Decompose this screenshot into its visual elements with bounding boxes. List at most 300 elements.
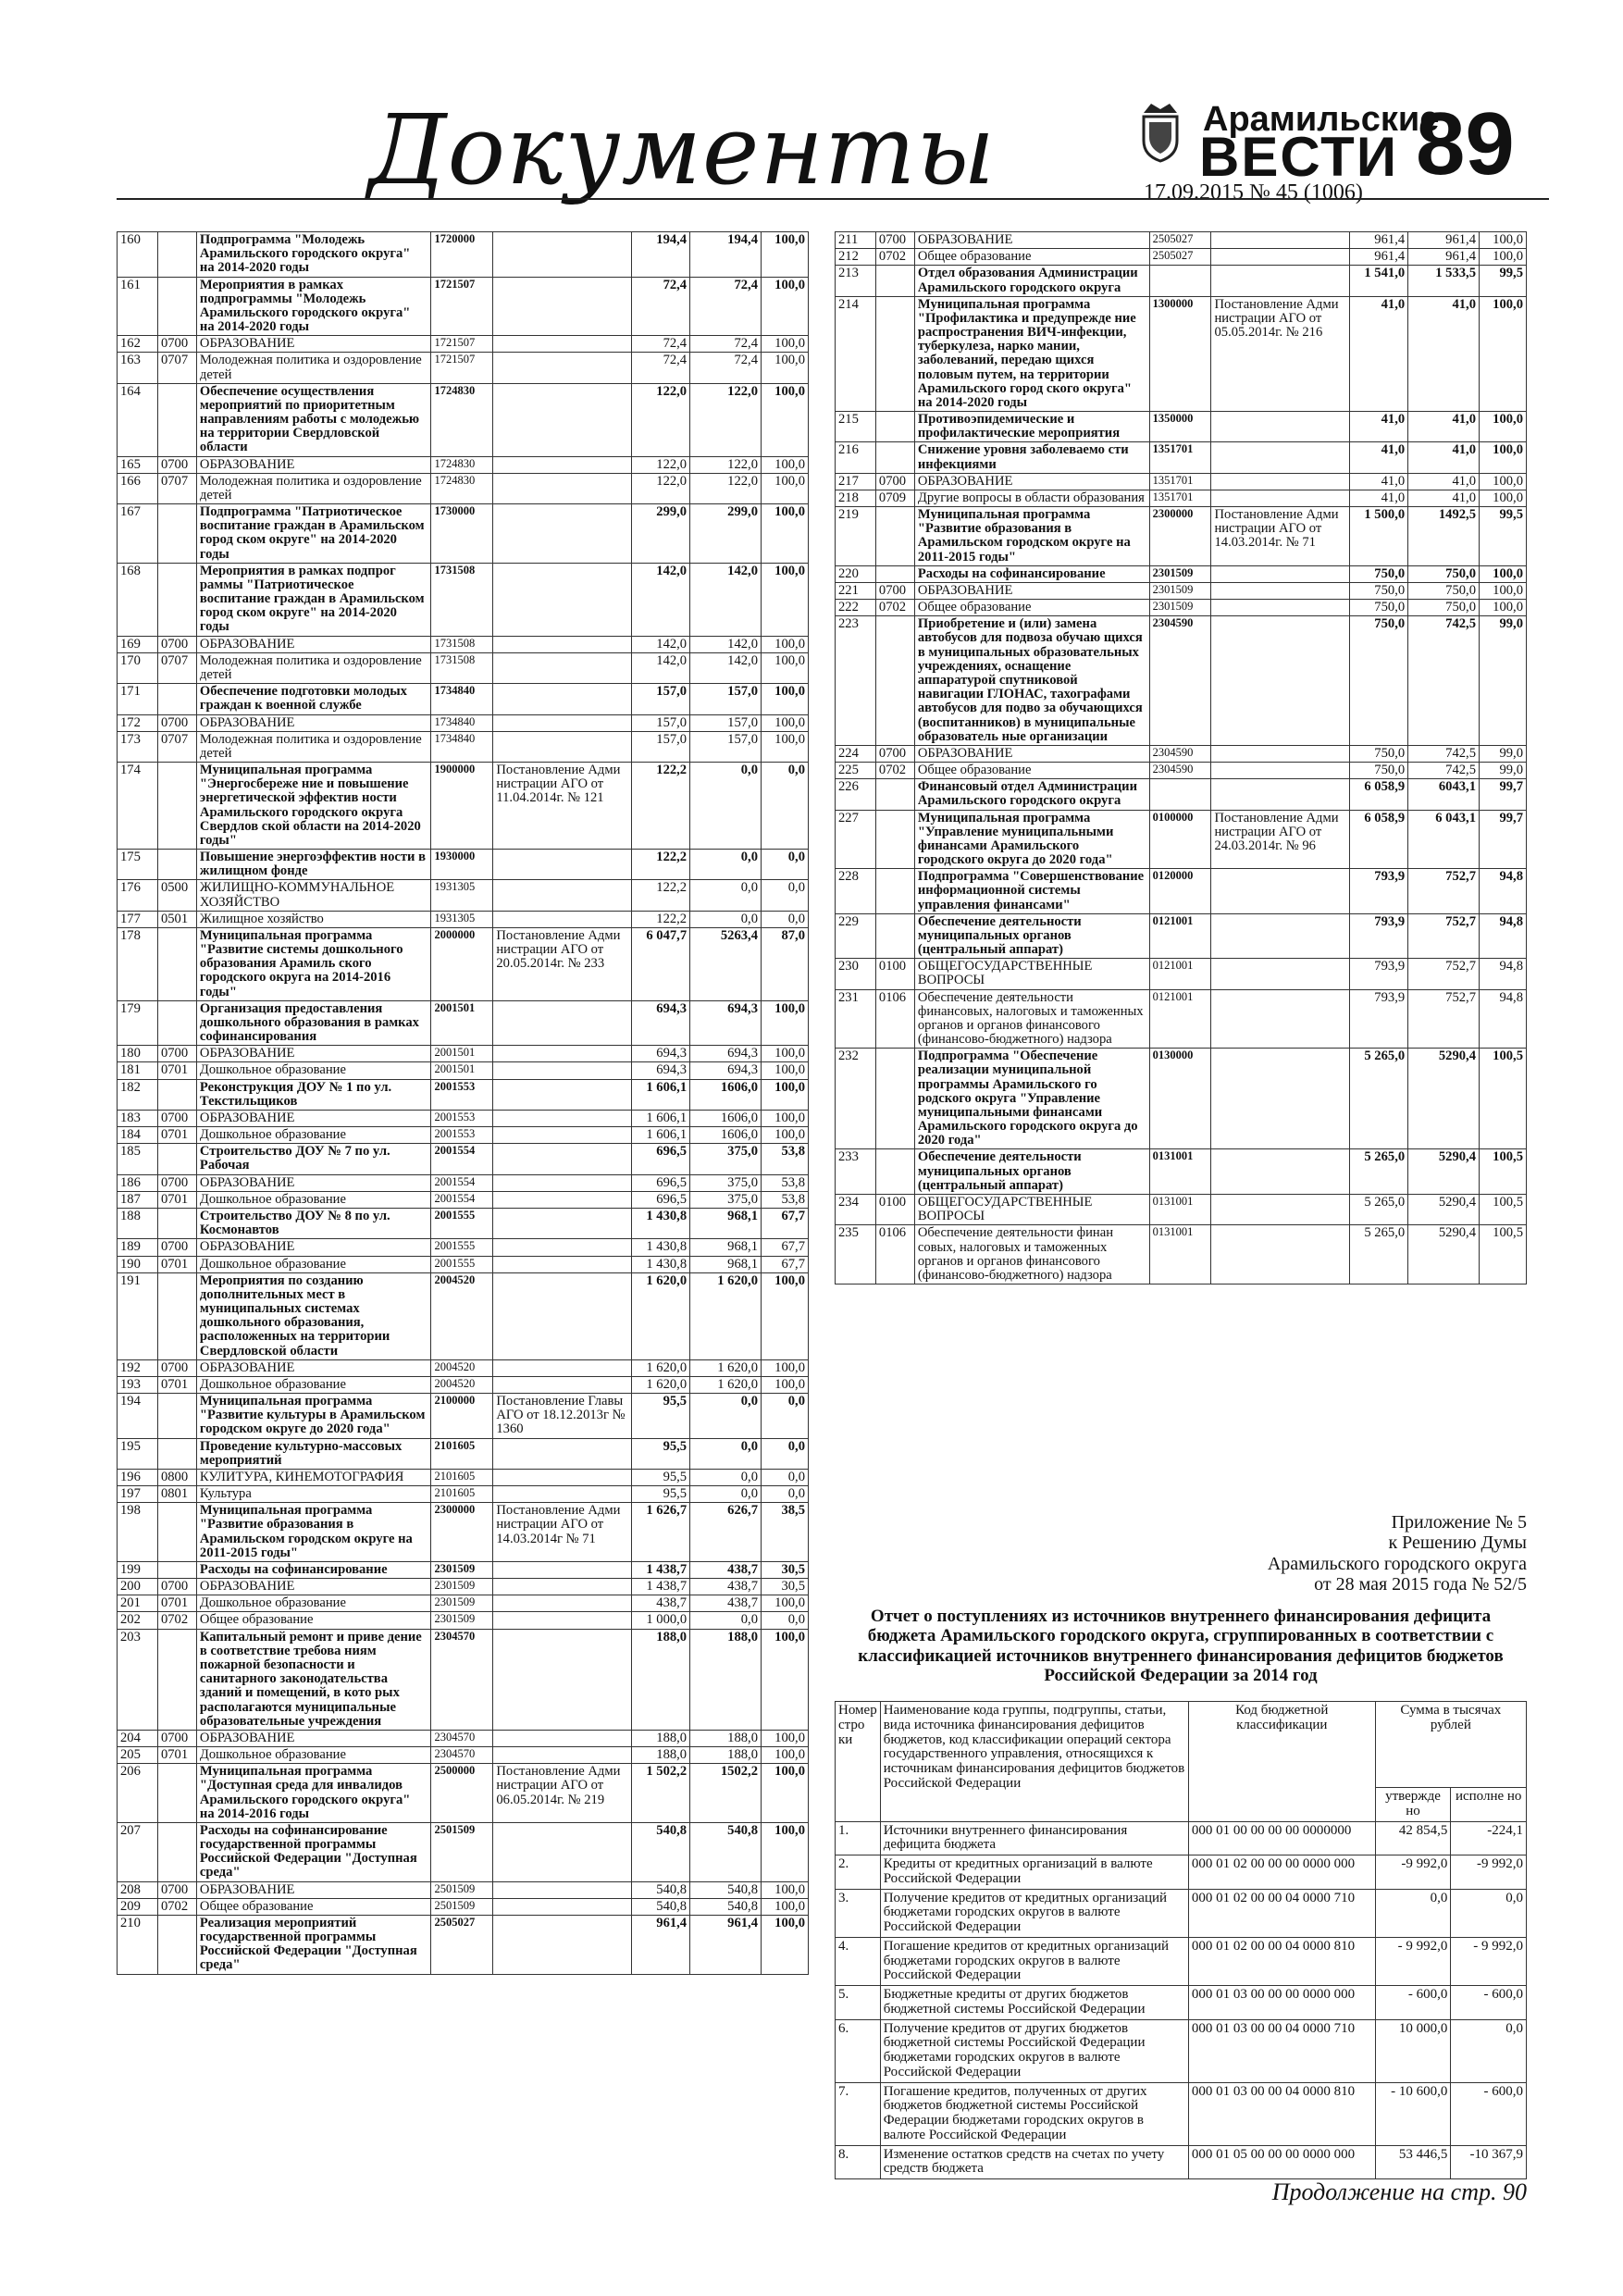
table-row xyxy=(836,232,1527,249)
legal-basis xyxy=(1211,1149,1350,1195)
target-code: 2100000 xyxy=(431,1394,493,1439)
target-code: 0131001 xyxy=(1149,1195,1211,1225)
executed-amount: 5290,4 xyxy=(1408,1049,1480,1149)
executed-amount: 122,0 xyxy=(690,383,762,456)
section-code: 0100 xyxy=(875,1195,914,1225)
approved-amount: 1 606,1 xyxy=(632,1110,690,1126)
execution-percent: 100,0 xyxy=(762,1376,809,1393)
section-code: 0701 xyxy=(157,1062,196,1079)
target-code: 2301509 xyxy=(431,1579,493,1595)
table-row xyxy=(118,1561,809,1578)
execution-percent: 100,0 xyxy=(762,1915,809,1974)
row-number: 215 xyxy=(836,412,876,442)
legal-basis xyxy=(493,911,632,927)
table-row xyxy=(836,869,1527,914)
target-code: 1731508 xyxy=(431,563,493,636)
executed-amount: 0,0 xyxy=(690,880,762,911)
item-name: Культура xyxy=(196,1486,431,1503)
target-code: 2304570 xyxy=(431,1730,493,1746)
legal-basis xyxy=(493,473,632,503)
section-code xyxy=(157,1561,196,1578)
execution-percent: 100,0 xyxy=(762,563,809,636)
section-code xyxy=(157,763,196,850)
item-name: Приобретение и (или) замена автобусов для подвоза обучаю щихся в муниципальных образовательных учреждениях, оснащение аппаратурой спутниковой навигации ГЛОНАС, тахографами автобусов для подво за обучающихся (воспитанников) в муниципальные образователь ные организации xyxy=(914,616,1149,746)
item-name: ОБРАЗОВАНИЕ xyxy=(196,1730,431,1746)
item-name: Снижение уровня заболеваемо сти инфекциями xyxy=(914,442,1149,473)
table-row xyxy=(118,456,809,473)
target-code: 1721507 xyxy=(431,353,493,383)
table-row xyxy=(118,1079,809,1110)
target-code: 1734840 xyxy=(431,731,493,762)
execution-percent: 100,0 xyxy=(1480,249,1527,266)
report-row-number: 6. xyxy=(836,2019,881,2082)
report-row-number: 8. xyxy=(836,2145,881,2179)
row-number: 230 xyxy=(836,959,876,989)
execution-percent: 100,0 xyxy=(762,504,809,564)
report-budget-code: 000 01 02 00 00 04 0000 710 xyxy=(1188,1889,1375,1937)
report-row-number: 7. xyxy=(836,2082,881,2145)
header-name: Наименование кода группы, подгруппы, статьи, вида источника финансирования дефицитов бюджетов, код классификации операций сектора государственного управления, относящихся к источникам финансирования дефицитов бюджетов Российской Федерации xyxy=(880,1702,1188,1822)
target-code: 1734840 xyxy=(431,684,493,714)
item-name: Молодежная политика и оздоровление детей xyxy=(196,652,431,683)
legal-basis xyxy=(1211,1225,1350,1285)
approved-amount: 41,0 xyxy=(1350,473,1408,490)
executed-amount: 750,0 xyxy=(1408,565,1480,582)
executed-amount: 72,4 xyxy=(690,277,762,336)
report-executed: -9 992,0 xyxy=(1451,1855,1527,1890)
item-name: Муниципальная программа "Развитие образования в Арамильском городском округе на 2011-2015 годы" xyxy=(914,507,1149,566)
executed-amount: 72,4 xyxy=(690,336,762,353)
executed-amount: 0,0 xyxy=(690,1469,762,1485)
legal-basis xyxy=(493,232,632,278)
section-code xyxy=(157,1915,196,1974)
item-name: ОБРАЗОВАНИЕ xyxy=(914,745,1149,762)
section-code: 0702 xyxy=(875,763,914,779)
report-source-name: Погашение кредитов от кредитных организаций бюджетами городских округов в валюте Российской Федерации xyxy=(880,1937,1188,1985)
approved-amount: 694,3 xyxy=(632,1046,690,1062)
target-code: 2505027 xyxy=(1149,232,1211,249)
item-name: Муниципальная программа "Энергосбереже ние и повышение энергетической эффектив ности Арамильского городского округа Свердлов ской области на 2014-2020 годы" xyxy=(196,763,431,850)
section-code xyxy=(875,507,914,566)
report-approved: - 10 600,0 xyxy=(1375,2082,1451,2145)
row-number: 188 xyxy=(118,1209,158,1239)
legal-basis xyxy=(493,277,632,336)
coat-of-arms-icon xyxy=(1140,100,1181,163)
section-code xyxy=(157,1394,196,1439)
item-name: Дошкольное образование xyxy=(196,1595,431,1612)
legal-basis xyxy=(493,383,632,456)
execution-percent: 100,0 xyxy=(1480,473,1527,490)
execution-percent: 100,0 xyxy=(1480,296,1527,411)
execution-percent: 100,0 xyxy=(762,336,809,353)
target-code: 2304570 xyxy=(431,1629,493,1730)
target-code: 1350000 xyxy=(1149,412,1211,442)
target-code: 1351701 xyxy=(1149,442,1211,473)
item-name: ОБРАЗОВАНИЕ xyxy=(196,1881,431,1898)
target-code: 2301509 xyxy=(431,1612,493,1629)
table-row xyxy=(118,277,809,336)
report-approved: -9 992,0 xyxy=(1375,1855,1451,1890)
table-row xyxy=(836,989,1527,1049)
item-name: Дошкольное образование xyxy=(196,1127,431,1144)
legal-basis xyxy=(493,336,632,353)
item-name: Организация предоставления дошкольного образования в рамках софинансирования xyxy=(196,1000,431,1046)
table-row xyxy=(836,1225,1527,1285)
row-number: 226 xyxy=(836,779,876,810)
section-code: 0700 xyxy=(157,636,196,652)
item-name: Муниципальная программа "Доступная среда для инвалидов Арамильского городского округа" на 2014-2016 годы xyxy=(196,1764,431,1823)
row-number: 222 xyxy=(836,600,876,616)
item-name: ОБРАЗОВАНИЕ xyxy=(196,1579,431,1595)
section-code: 0707 xyxy=(157,353,196,383)
target-code: 2004520 xyxy=(431,1376,493,1393)
row-number: 198 xyxy=(118,1503,158,1562)
target-code: 1724830 xyxy=(431,473,493,503)
report-executed: 0,0 xyxy=(1451,2019,1527,2082)
table-row xyxy=(836,296,1527,411)
target-code: 1721507 xyxy=(431,336,493,353)
row-number: 218 xyxy=(836,490,876,506)
section-code xyxy=(157,1000,196,1046)
item-name: Дошкольное образование xyxy=(196,1747,431,1764)
target-code: 2001553 xyxy=(431,1110,493,1126)
row-number: 179 xyxy=(118,1000,158,1046)
execution-percent: 100,0 xyxy=(762,1881,809,1898)
row-number: 183 xyxy=(118,1110,158,1126)
approved-amount: 1 430,8 xyxy=(632,1209,690,1239)
legal-basis xyxy=(493,1359,632,1376)
execution-percent: 99,0 xyxy=(1480,616,1527,746)
approved-amount: 72,4 xyxy=(632,353,690,383)
legal-basis xyxy=(493,1438,632,1469)
section-code: 0707 xyxy=(157,731,196,762)
target-code: 1351701 xyxy=(1149,473,1211,490)
execution-percent: 94,8 xyxy=(1480,959,1527,989)
row-number: 224 xyxy=(836,745,876,762)
report-approved: 53 446,5 xyxy=(1375,2145,1451,2179)
legal-basis xyxy=(1211,779,1350,810)
table-row xyxy=(118,383,809,456)
legal-basis: Постановление Адми нистрации АГО от 20.05.2014г. № 233 xyxy=(493,927,632,1000)
row-number: 185 xyxy=(118,1144,158,1174)
approved-amount: 6 058,9 xyxy=(1350,779,1408,810)
row-number: 195 xyxy=(118,1438,158,1469)
approved-amount: 438,7 xyxy=(632,1595,690,1612)
legal-basis xyxy=(1211,616,1350,746)
target-code: 2304570 xyxy=(431,1747,493,1764)
approved-amount: 122,0 xyxy=(632,456,690,473)
item-name: Расходы на софинансирование xyxy=(196,1561,431,1578)
legal-basis xyxy=(493,1822,632,1881)
item-name: Расходы на софинансирование xyxy=(914,565,1149,582)
approved-amount: 750,0 xyxy=(1350,600,1408,616)
appendix-note xyxy=(1268,1512,1527,1595)
execution-percent: 94,8 xyxy=(1480,869,1527,914)
legal-basis xyxy=(493,1915,632,1974)
item-name: Общее образование xyxy=(914,600,1149,616)
approved-amount: 1 500,0 xyxy=(1350,507,1408,566)
table-row xyxy=(836,913,1527,959)
executed-amount: 626,7 xyxy=(690,1503,762,1562)
approved-amount: 142,0 xyxy=(632,652,690,683)
section-code: 0700 xyxy=(157,1730,196,1746)
table-row xyxy=(118,1046,809,1062)
executed-amount: 188,0 xyxy=(690,1730,762,1746)
legal-basis xyxy=(1211,582,1350,599)
approved-amount: 696,5 xyxy=(632,1174,690,1191)
row-number: 180 xyxy=(118,1046,158,1062)
item-name: ОБРАЗОВАНИЕ xyxy=(196,714,431,731)
executed-amount: 5263,4 xyxy=(690,927,762,1000)
target-code: 2001501 xyxy=(431,1000,493,1046)
item-name: Общее образование xyxy=(196,1612,431,1629)
execution-percent: 100,0 xyxy=(762,714,809,731)
item-name: Отдел образования Администрации Арамильского городского округа xyxy=(914,266,1149,296)
target-code: 2501509 xyxy=(431,1898,493,1915)
table-row xyxy=(118,1438,809,1469)
target-code: 2001501 xyxy=(431,1062,493,1079)
execution-percent: 0,0 xyxy=(762,911,809,927)
report-budget-code: 000 01 02 00 00 00 0000 000 xyxy=(1188,1855,1375,1890)
target-code: 2304590 xyxy=(1149,616,1211,746)
target-code: 1930000 xyxy=(431,850,493,880)
row-number: 172 xyxy=(118,714,158,731)
row-number: 192 xyxy=(118,1359,158,1376)
execution-percent: 100,0 xyxy=(762,1629,809,1730)
executed-amount: 142,0 xyxy=(690,636,762,652)
row-number: 214 xyxy=(836,296,876,411)
report-row-number: 1. xyxy=(836,1821,881,1855)
executed-amount: 540,8 xyxy=(690,1881,762,1898)
legal-basis xyxy=(1211,1049,1350,1149)
approved-amount: 157,0 xyxy=(632,684,690,714)
execution-percent: 0,0 xyxy=(762,1469,809,1485)
target-code: 2001553 xyxy=(431,1127,493,1144)
table-row xyxy=(118,1174,809,1191)
row-number: 204 xyxy=(118,1730,158,1746)
executed-amount: 0,0 xyxy=(690,1612,762,1629)
report-row xyxy=(836,2019,1527,2082)
approved-amount: 696,5 xyxy=(632,1191,690,1208)
item-name: Муниципальная программа "Развитие культуры в Арамильском городском округе до 2020 года" xyxy=(196,1394,431,1439)
executed-amount: 752,7 xyxy=(1408,869,1480,914)
section-code xyxy=(157,1764,196,1823)
table-row xyxy=(836,1195,1527,1225)
row-number: 181 xyxy=(118,1062,158,1079)
appendix-line: Приложение № 5 xyxy=(1391,1512,1527,1533)
header-executed: исполне но xyxy=(1451,1788,1527,1822)
header-code: Код бюджетной классификации xyxy=(1188,1702,1375,1822)
legal-basis: Постановление Адми нистрации АГО от 24.03.2014г. № 96 xyxy=(1211,810,1350,869)
legal-basis xyxy=(493,563,632,636)
legal-basis xyxy=(493,1127,632,1144)
section-code: 0500 xyxy=(157,880,196,911)
executed-amount: 1 620,0 xyxy=(690,1376,762,1393)
execution-percent: 100,0 xyxy=(762,383,809,456)
item-name: Подпрограмма "Совершенствование информационной системы управления финансами" xyxy=(914,869,1149,914)
section-code: 0700 xyxy=(875,745,914,762)
target-code: 1731508 xyxy=(431,636,493,652)
section-code xyxy=(157,1503,196,1562)
target-code: 2001554 xyxy=(431,1144,493,1174)
target-code: 2501509 xyxy=(431,1881,493,1898)
item-name: Проведение культурно-массовых мероприятий xyxy=(196,1438,431,1469)
legal-basis xyxy=(493,1898,632,1915)
item-name: ОБРАЗОВАНИЕ xyxy=(196,1239,431,1256)
table-row xyxy=(118,636,809,652)
execution-percent: 100,0 xyxy=(762,1359,809,1376)
legal-basis: Постановление Главы АГО от 18.12.2013г № 1360 xyxy=(493,1394,632,1439)
target-code: 2304590 xyxy=(1149,745,1211,762)
table-row xyxy=(836,582,1527,599)
execution-percent: 99,0 xyxy=(1480,763,1527,779)
executed-amount: 968,1 xyxy=(690,1239,762,1256)
report-table-wrap xyxy=(835,1701,1527,2179)
brand-name-main: ВЕСТИ xyxy=(1199,126,1398,188)
approved-amount: 1 626,7 xyxy=(632,1503,690,1562)
legal-basis xyxy=(493,850,632,880)
report-source-name: Бюджетные кредиты от других бюджетов бюджетной системы Российской Федерации xyxy=(880,1986,1188,2020)
execution-percent: 67,7 xyxy=(762,1256,809,1272)
section-code xyxy=(157,504,196,564)
row-number: 191 xyxy=(118,1272,158,1359)
executed-amount: 142,0 xyxy=(690,652,762,683)
section-code xyxy=(875,616,914,746)
section-code: 0501 xyxy=(157,911,196,927)
section-code: 0702 xyxy=(157,1898,196,1915)
execution-percent: 0,0 xyxy=(762,1486,809,1503)
item-name: Обеспечение подготовки молодых граждан к военной службе xyxy=(196,684,431,714)
legal-basis xyxy=(493,684,632,714)
table-row xyxy=(118,1898,809,1915)
budget-table xyxy=(835,231,1527,1285)
section-code xyxy=(157,1272,196,1359)
execution-percent: 100,0 xyxy=(762,1747,809,1764)
section-code: 0700 xyxy=(875,582,914,599)
row-number: 165 xyxy=(118,456,158,473)
row-number: 169 xyxy=(118,636,158,652)
item-name: ЖИЛИЩНО-КОММУНАЛЬНОЕ ХОЗЯЙСТВО xyxy=(196,880,431,911)
approved-amount: 750,0 xyxy=(1350,763,1408,779)
row-number: 205 xyxy=(118,1747,158,1764)
executed-amount: 1606,0 xyxy=(690,1127,762,1144)
target-code: 2301509 xyxy=(1149,582,1211,599)
item-name: Реконструкция ДОУ № 1 по ул. Текстильщиков xyxy=(196,1079,431,1110)
approved-amount: 41,0 xyxy=(1350,442,1408,473)
target-code: 2301509 xyxy=(431,1595,493,1612)
report-table xyxy=(835,1701,1527,2179)
legal-basis xyxy=(1211,412,1350,442)
executed-amount: 742,5 xyxy=(1408,616,1480,746)
target-code: 1730000 xyxy=(431,504,493,564)
table-row xyxy=(118,1359,809,1376)
executed-amount: 122,0 xyxy=(690,456,762,473)
executed-amount: 0,0 xyxy=(690,1438,762,1469)
item-name: Жилищное хозяйство xyxy=(196,911,431,927)
table-row xyxy=(118,1062,809,1079)
target-code: 2001555 xyxy=(431,1256,493,1272)
table-row xyxy=(836,442,1527,473)
report-source-name: Получение кредитов от кредитных организаций бюджетами городских округов в валюте Российской Федерации xyxy=(880,1889,1188,1937)
row-number: 174 xyxy=(118,763,158,850)
table-row xyxy=(836,412,1527,442)
execution-percent: 87,0 xyxy=(762,927,809,1000)
row-number: 167 xyxy=(118,504,158,564)
report-budget-code: 000 01 00 00 00 00 0000000 xyxy=(1188,1821,1375,1855)
row-number: 233 xyxy=(836,1149,876,1195)
item-name: ОБРАЗОВАНИЕ xyxy=(914,232,1149,249)
execution-percent: 100,0 xyxy=(762,277,809,336)
executed-amount: 1606,0 xyxy=(690,1110,762,1126)
executed-amount: 750,0 xyxy=(1408,582,1480,599)
legal-basis xyxy=(1211,869,1350,914)
section-code xyxy=(875,565,914,582)
executed-amount: 299,0 xyxy=(690,504,762,564)
row-number: 201 xyxy=(118,1595,158,1612)
row-number: 202 xyxy=(118,1612,158,1629)
approved-amount: 5 265,0 xyxy=(1350,1149,1408,1195)
row-number: 231 xyxy=(836,989,876,1049)
execution-percent: 100,5 xyxy=(1480,1225,1527,1285)
row-number: 184 xyxy=(118,1127,158,1144)
section-code: 0701 xyxy=(157,1376,196,1393)
executed-amount: 0,0 xyxy=(690,1394,762,1439)
execution-percent: 99,7 xyxy=(1480,810,1527,869)
execution-percent: 100,0 xyxy=(762,1764,809,1823)
row-number: 219 xyxy=(836,507,876,566)
row-number: 194 xyxy=(118,1394,158,1439)
section-code xyxy=(157,563,196,636)
section-code: 0701 xyxy=(157,1191,196,1208)
target-code: 0131001 xyxy=(1149,1149,1211,1195)
legal-basis: Постановление Адми нистрации АГО от 14.03.2014г № 71 xyxy=(493,1503,632,1562)
item-name: Обеспечение деятельности муниципальных органов (центральный аппарат) xyxy=(914,913,1149,959)
legal-basis xyxy=(493,880,632,911)
target-code: 2001555 xyxy=(431,1209,493,1239)
legal-basis xyxy=(1211,442,1350,473)
legal-basis xyxy=(493,1881,632,1898)
approved-amount: 122,2 xyxy=(632,850,690,880)
execution-percent: 0,0 xyxy=(762,1612,809,1629)
execution-percent: 100,0 xyxy=(1480,412,1527,442)
approved-amount: 188,0 xyxy=(632,1629,690,1730)
table-row xyxy=(118,232,809,278)
legal-basis xyxy=(493,1239,632,1256)
item-name: Капитальный ремонт и приве дение в соответствие требова ниям пожарной безопасности и санитарного законодательства зданий и помещений, в кото рых располагаются муниципальные образовательные учреждения xyxy=(196,1629,431,1730)
executed-amount: 41,0 xyxy=(1408,490,1480,506)
section-code xyxy=(875,1149,914,1195)
report-executed: 0,0 xyxy=(1451,1889,1527,1937)
execution-percent: 100,0 xyxy=(762,1062,809,1079)
target-code: 1731508 xyxy=(431,652,493,683)
row-number: 160 xyxy=(118,232,158,278)
section-code xyxy=(157,383,196,456)
executed-amount: 694,3 xyxy=(690,1046,762,1062)
row-number: 217 xyxy=(836,473,876,490)
item-name: Финансовый отдел Администрации Арамильского городского округа xyxy=(914,779,1149,810)
executed-amount: 540,8 xyxy=(690,1898,762,1915)
report-budget-code: 000 01 03 00 00 00 0000 000 xyxy=(1188,1986,1375,2020)
target-code: 2001555 xyxy=(431,1239,493,1256)
row-number: 190 xyxy=(118,1256,158,1272)
approved-amount: 793,9 xyxy=(1350,989,1408,1049)
execution-percent: 53,8 xyxy=(762,1191,809,1208)
item-name: Общее образование xyxy=(196,1898,431,1915)
executed-amount: 1606,0 xyxy=(690,1079,762,1110)
item-name: ОБРАЗОВАНИЕ xyxy=(196,456,431,473)
executed-amount: 438,7 xyxy=(690,1579,762,1595)
appendix-line: к Решению Думы xyxy=(1388,1533,1527,1554)
